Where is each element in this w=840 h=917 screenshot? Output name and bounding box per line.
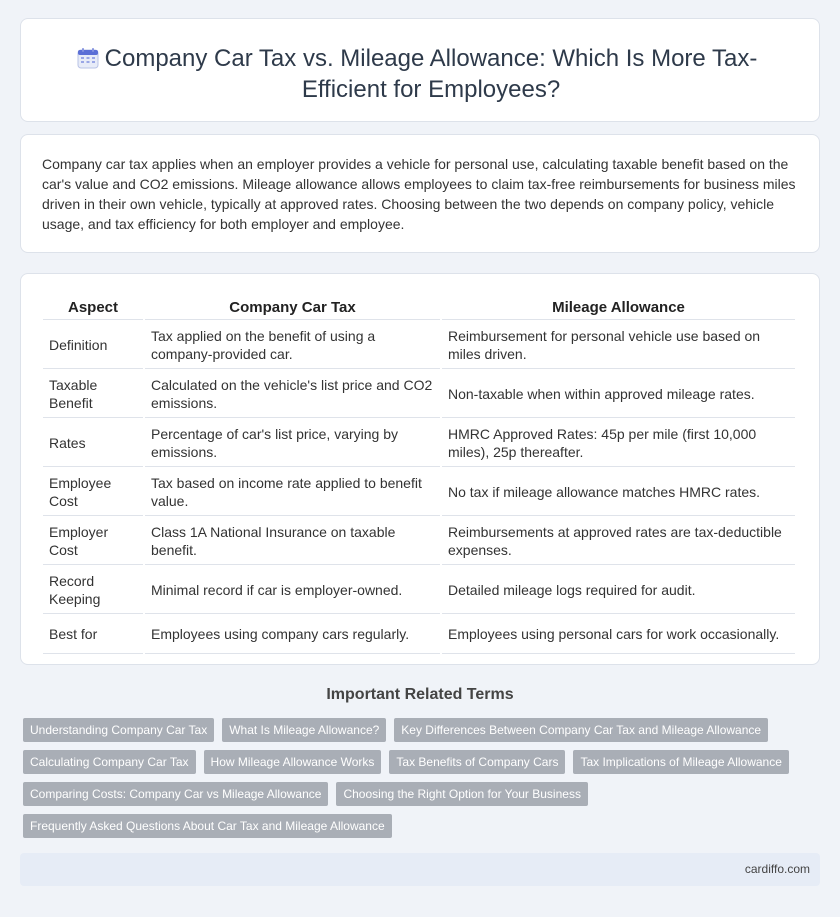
intro-paragraph: Company car tax applies when an employer provides a vehicle for personal use, calculating taxable benefit based on the car's value and CO2 emissions. Mileage allowance allows employees to claim tax-free reimbursements for business miles driven in their own vehicle, typically at approved rates. Choosing between the two depends on company policy, vehicle usage, and tax efficiency for both employer and employee. (42, 156, 796, 232)
cell-aspect: Record Keeping (43, 565, 143, 614)
header-aspect: Aspect (43, 294, 143, 320)
header-card (20, 18, 820, 122)
table-row (43, 320, 795, 369)
related-term-tag[interactable]: Frequently Asked Questions About Car Tax and Mileage Allowance (23, 814, 392, 838)
related-term-tag[interactable]: Tax Benefits of Company Cars (389, 750, 565, 774)
cell-mileage-allowance: Detailed mileage logs required for audit. (442, 565, 795, 614)
intro-card (20, 134, 820, 253)
related-term-tag[interactable]: Key Differences Between Company Car Tax and Mileage Allowance (394, 718, 768, 742)
related-term-tag[interactable]: How Mileage Allowance Works (204, 750, 382, 774)
cell-mileage-allowance: Reimbursement for personal vehicle use based on miles driven. (442, 320, 795, 369)
table-row (43, 516, 795, 565)
related-term-tag[interactable]: Comparing Costs: Company Car vs Mileage Allowance (23, 782, 328, 806)
table-row (43, 467, 795, 516)
related-terms-title: Important Related Terms (326, 686, 514, 703)
cell-aspect: Rates (43, 418, 143, 467)
cell-aspect: Best for (43, 614, 143, 654)
related-terms-list (23, 718, 823, 838)
related-term-tag[interactable]: Understanding Company Car Tax (23, 718, 214, 742)
cell-mileage-allowance: Non-taxable when within approved mileage rates. (442, 369, 795, 418)
table-row (43, 614, 795, 654)
header-company-car-tax: Company Car Tax (145, 294, 440, 320)
cell-company-car-tax: Minimal record if car is employer-owned. (145, 565, 440, 614)
cell-aspect: Employee Cost (43, 467, 143, 516)
cell-aspect: Taxable Benefit (43, 369, 143, 418)
table-row (43, 418, 795, 467)
comparison-table (41, 294, 797, 654)
cell-mileage-allowance: HMRC Approved Rates: 45p per mile (first 10,000 miles), 25p thereafter. (442, 418, 795, 467)
cell-company-car-tax: Tax based on income rate applied to benefit value. (145, 467, 440, 516)
related-term-tag[interactable]: Tax Implications of Mileage Allowance (573, 750, 788, 774)
table-header-row (43, 294, 795, 320)
cell-company-car-tax: Percentage of car's list price, varying by emissions. (145, 418, 440, 467)
cell-company-car-tax: Tax applied on the benefit of using a company-provided car. (145, 320, 440, 369)
page-title: Company Car Tax vs. Mileage Allowance: Which Is More Tax-Efficient for Employees? (104, 45, 758, 103)
cell-company-car-tax: Employees using company cars regularly. (145, 614, 440, 654)
cell-mileage-allowance: No tax if mileage allowance matches HMRC rates. (442, 467, 795, 516)
cell-company-car-tax: Class 1A National Insurance on taxable benefit. (145, 516, 440, 565)
table-row (43, 565, 795, 614)
cell-aspect: Definition (43, 320, 143, 369)
footer-site-name: cardiffo.com (744, 862, 810, 876)
footer (20, 853, 820, 886)
cell-aspect: Employer Cost (43, 516, 143, 565)
header-mileage-allowance: Mileage Allowance (442, 294, 795, 320)
cell-mileage-allowance: Reimbursements at approved rates are tax-deductible expenses. (442, 516, 795, 565)
cell-mileage-allowance: Employees using personal cars for work occasionally. (442, 614, 795, 654)
comparison-table-card (20, 273, 820, 665)
related-term-tag[interactable]: What Is Mileage Allowance? (222, 718, 386, 742)
related-term-tag[interactable]: Calculating Company Car Tax (23, 750, 196, 774)
cell-company-car-tax: Calculated on the vehicle's list price and CO2 emissions. (145, 369, 440, 418)
table-row (43, 369, 795, 418)
related-term-tag[interactable]: Choosing the Right Option for Your Business (336, 782, 587, 806)
